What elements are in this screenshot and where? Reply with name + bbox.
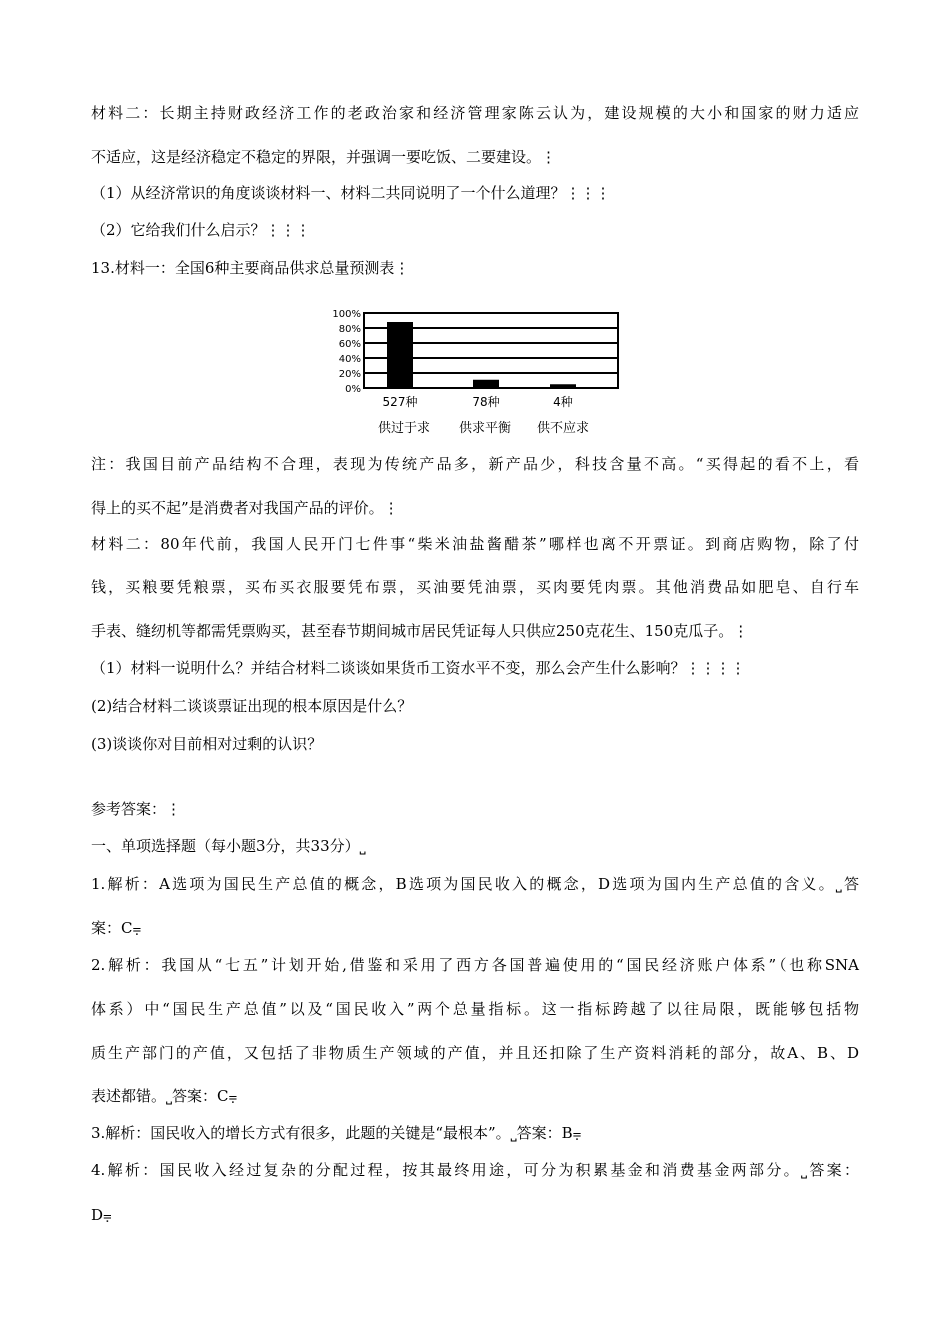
bar [473, 380, 499, 388]
answer-line: 4.解析：国民收入经过复杂的分配过程，按其最终用途，可分为积累基金和消费基金两部分。⎵答案： [91, 1161, 859, 1179]
question-line: （1）材料一说明什么？并结合材料二谈谈如果货币工资水平不变，那么会产生什么影响？⋮⋮⋮⋮ [91, 659, 746, 677]
x-category-label: 527种 [382, 395, 418, 409]
answer-line: D⩦ [91, 1206, 112, 1224]
y-tick-label: 40% [338, 354, 361, 365]
answer-line: 表述都错。⎵答案：C⩦ [91, 1087, 238, 1105]
answer-heading: 参考答案：⋮ [91, 800, 182, 818]
paragraph-line: 不适应，这是经济稳定不稳定的界限，并强调一要吃饭、二要建设。⋮ [91, 148, 557, 166]
category-caption: 供过于求 [377, 421, 431, 436]
category-caption: 供不应求 [536, 421, 590, 436]
y-tick-label: 20% [338, 369, 361, 380]
question-title: 13.材料一：全国6种主要商品供求总量预测表⋮ [91, 259, 410, 277]
bar [387, 322, 413, 388]
question-line: (2)结合材料二谈谈票证出现的根本原因是什么？ [91, 697, 413, 715]
bar [550, 384, 576, 388]
question-line: （2）它给我们什么启示？⋮⋮⋮ [91, 221, 311, 239]
answer-line: 2.解析：我国从“七五”计划开始,借鉴和采用了西方各国普遍使用的“国民经济账户体系”（也称SNA [91, 956, 859, 974]
paragraph-line: 材料二：80年代前，我国人民开门七件事“柴米油盐酱醋茶”哪样也离不开票证。到商店购物，除了付 [91, 535, 859, 553]
paragraph-line: 手表、缝纫机等都需凭票购买，甚至春节期间城市居民凭证每人只供应250克花生、150克瓜子。⋮ [91, 622, 749, 640]
answer-line: 案：C⩦ [91, 919, 142, 937]
y-tick-label: 60% [338, 339, 361, 350]
paragraph-line: 得上的买不起”是消费者对我国产品的评价。⋮ [91, 499, 399, 517]
supply-demand-bar-chart [325, 302, 625, 442]
paragraph-line: 材料二：长期主持财政经济工作的老政治家和经济管理家陈云认为，建设规模的大小和国家的财力适应 [91, 104, 859, 122]
paragraph-line: 钱，买粮要凭粮票，买布买衣服要凭布票，买油要凭油票，买肉要凭肉票。其他消费品如肥皂、自行车 [91, 578, 859, 596]
question-line: (3)谈谈你对目前相对过剩的认识？ [91, 735, 323, 753]
answer-line: 1.解析：A选项为国民生产总值的概念，B选项为国民收入的概念，D选项为国内生产总值的含义。⎵答 [91, 875, 859, 893]
x-category-label: 78种 [472, 395, 500, 409]
y-tick-label: 100% [332, 309, 361, 320]
section-heading: 一、单项选择题（每小题3分，共33分）⎵ [91, 837, 366, 855]
category-captions [378, 420, 589, 436]
y-axis-ticks [332, 309, 361, 395]
x-axis-labels [383, 395, 573, 409]
category-caption: 供求平衡 [458, 421, 512, 436]
question-line: （1）从经济常识的角度谈谈材料一、材料二共同说明了一个什么道理？⋮⋮⋮ [91, 184, 611, 202]
y-tick-label: 0% [345, 384, 361, 395]
y-tick-label: 80% [338, 324, 361, 335]
answer-line: 质生产部门的产值，又包括了非物质生产领域的产值，并且还扣除了生产资料消耗的部分，故A、B、D [91, 1044, 859, 1062]
answer-line: 3.解析：国民收入的增长方式有很多，此题的关键是“最根本”。⎵答案：B⩦ [91, 1124, 582, 1142]
x-category-label: 4种 [553, 395, 573, 409]
paragraph-line: 注：我国目前产品结构不合理，表现为传统产品多，新产品少，科技含量不高。“买得起的看不上，看 [91, 455, 859, 473]
answer-line: 体系）中“国民生产总值”以及“国民收入”两个总量指标。这一指标跨越了以往局限，既能够包括物 [91, 1000, 859, 1018]
chart-bars [387, 322, 576, 388]
